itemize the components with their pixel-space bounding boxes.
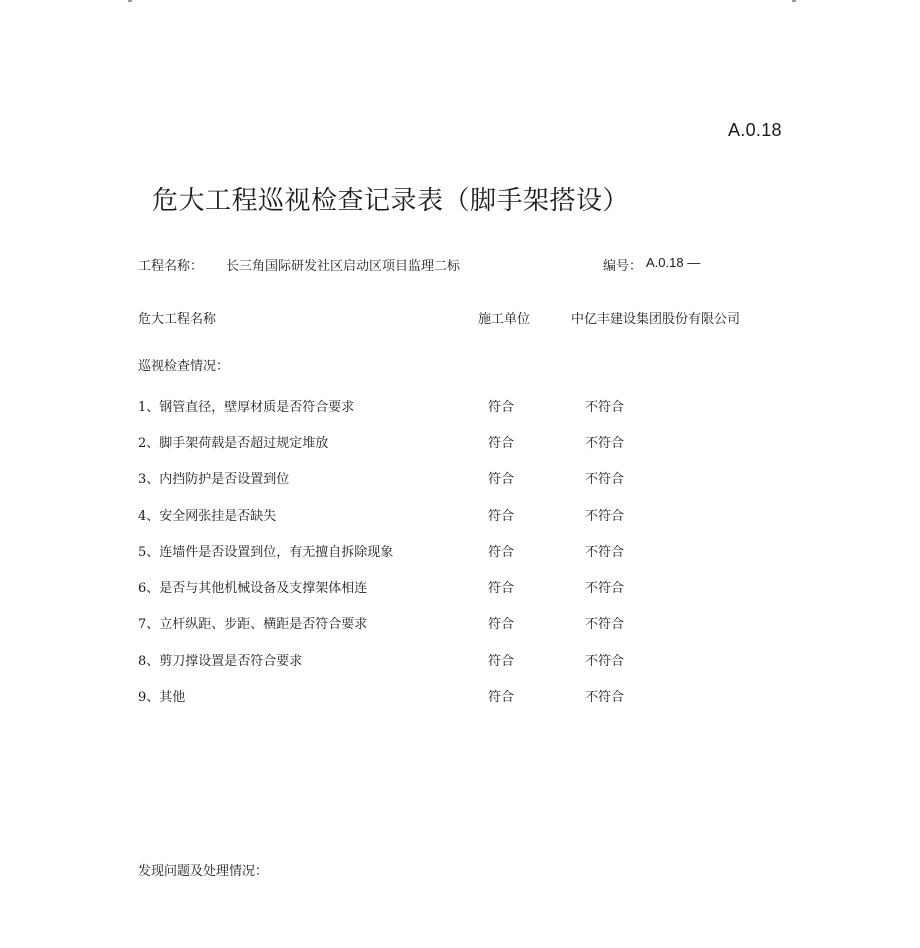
fail-option[interactable]: 不符合 [585,617,625,632]
pass-option[interactable]: 符合 [488,509,515,524]
item-label: 4、安全网张挂是否缺失 [138,509,277,524]
contractor-value: 中亿丰建设集团股份有限公司 [571,312,741,327]
fail-option[interactable]: 不符合 [585,545,625,560]
item-label: 9、其他 [138,690,186,705]
pass-option[interactable]: 符合 [488,617,515,632]
item-label: 6、是否与其他机械设备及支撑架体相连 [138,581,368,596]
item-label: 7、立杆纵距、步距、横距是否符合要求 [138,617,368,632]
document-title: 危大工程巡视检查记录表（脚手架搭设） [152,186,630,216]
form-code: A.0.18 [728,120,782,140]
project-name-value: 长三角国际研发社区启动区项目监理二标 [226,259,461,274]
fail-option[interactable]: 不符合 [585,654,625,669]
pass-option[interactable]: 符合 [488,400,515,415]
findings-heading: 发现问题及处理情况： [138,864,269,879]
number-value: A.0.18 — [646,255,701,270]
inspection-heading: 巡视检查情况： [138,359,230,374]
item-label: 8、剪刀撑设置是否符合要求 [138,654,303,669]
fail-option[interactable]: 不符合 [585,509,625,524]
hazard-project-label: 危大工程名称 [138,312,217,327]
fail-option[interactable]: 不符合 [585,472,625,487]
fail-option[interactable]: 不符合 [585,436,625,451]
item-label: 5、连墙件是否设置到位，有无擅自拆除现象 [138,545,394,560]
pass-option[interactable]: 符合 [488,690,515,705]
page-edge-mark [128,0,132,2]
item-label: 3、内挡防护是否设置到位 [138,472,290,487]
pass-option[interactable]: 符合 [488,654,515,669]
page-edge-mark [792,0,796,2]
pass-option[interactable]: 符合 [488,472,515,487]
item-label: 2、脚手架荷载是否超过规定堆放 [138,436,329,451]
pass-option[interactable]: 符合 [488,545,515,560]
number-label: 编号： [603,259,643,274]
project-name-label: 工程名称： [138,259,204,274]
fail-option[interactable]: 不符合 [585,400,625,415]
contractor-label: 施工单位 [478,312,531,327]
fail-option[interactable]: 不符合 [585,690,625,705]
pass-option[interactable]: 符合 [488,581,515,596]
item-label: 1、钢管直径，壁厚材质是否符合要求 [138,400,355,415]
pass-option[interactable]: 符合 [488,436,515,451]
fail-option[interactable]: 不符合 [585,581,625,596]
